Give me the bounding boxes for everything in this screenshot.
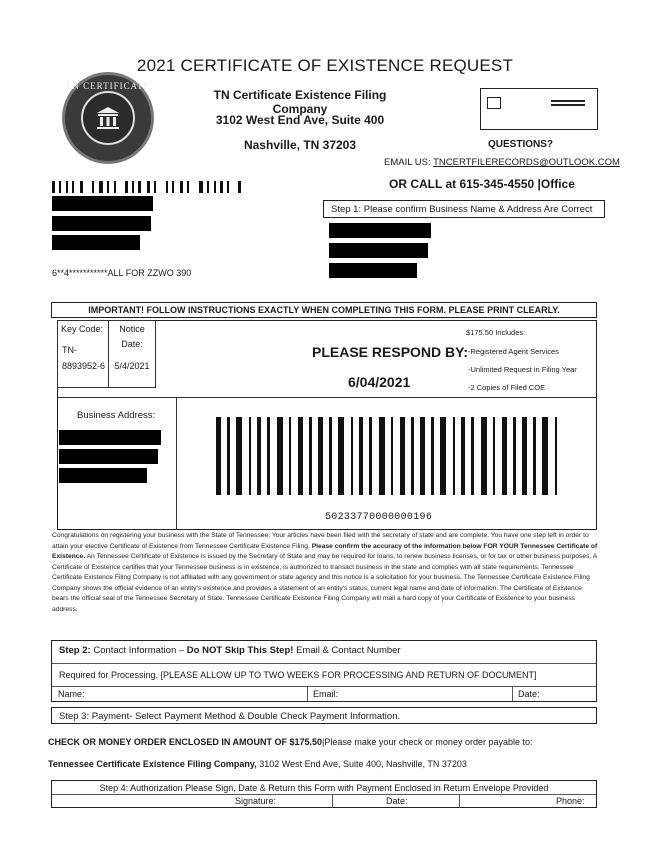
step2-title: [59, 645, 401, 656]
sig-date-label: Date:: [386, 796, 408, 806]
redaction: [59, 430, 161, 445]
questions-label: QUESTIONS?: [488, 139, 554, 150]
check-line-bold: CHECK OR MONEY ORDER ENCLOSED IN AMOUNT OF $175.50: [48, 737, 323, 747]
payee-tail: 3102 West End Ave, Suite 400, Nashville, TN 37203: [259, 759, 467, 769]
name-label: Name:: [58, 689, 85, 699]
includes-heading: $175.50 Includes:: [466, 328, 526, 337]
divider: [57, 397, 597, 398]
respond-by-label: PLEASE RESPOND BY:: [312, 344, 469, 360]
email-line: [384, 157, 620, 168]
key-code-label: Key Code:: [61, 324, 104, 334]
step1-box: [323, 200, 605, 218]
redaction: [52, 196, 153, 211]
step2-required: Required for Processing. [PLEASE ALLOW UP TO TWO WEEKS FOR PROCESSING AND RETURN OF DOCUMENT]: [59, 670, 537, 680]
check-line-tail: |Please make your check or money order payable to:: [322, 737, 533, 747]
signature-label: Signature:: [235, 796, 277, 806]
paragraph-p1-bold: Please confirm the accuracy of the information below FOR YOUR Tennessee Certificate of Existence.: [52, 542, 598, 560]
seal-text: TN CERTIFICATE: [65, 81, 151, 91]
redaction: [59, 449, 158, 464]
paragraph-p1: Congratulations on registering your business with the State of Tennessee. Your articles have been filed with the secretary of state and are complete. You have one step left in order to attain your elective Certificate of Existence from Tennessee Certificate Existence Filing.: [52, 532, 589, 550]
email-link[interactable]: TNCERTFILERECORDS@OUTLOOK.COM: [433, 157, 620, 168]
payee-line: [48, 759, 467, 769]
notice-date-cell: [108, 320, 156, 388]
step2-box: [51, 640, 597, 702]
redaction: [329, 263, 417, 278]
includes-item: -Unlimited Request in Filing Year: [468, 365, 577, 374]
redaction: [329, 243, 428, 258]
redaction: [59, 468, 147, 483]
step4-box: [51, 780, 597, 808]
key-code-value-2: 8893952-6: [62, 361, 106, 371]
redaction: [329, 223, 431, 238]
notice-date-value: 5/4/2021: [114, 361, 150, 371]
sig-phone-label: Phone:: [556, 796, 585, 806]
redaction: [52, 235, 140, 250]
key-code-value-1: TN-: [62, 345, 77, 355]
includes-item: -2 Copies of Filed COE: [468, 383, 546, 392]
step3-text: Step 3: Payment- Select Payment Method & Double Check Payment Information.: [59, 711, 401, 722]
postal-barcode: [52, 180, 242, 192]
step2-tail: Email & Contact Number: [296, 645, 401, 656]
date-field-label: Date:: [518, 689, 540, 699]
document-title: 2021 CERTIFICATE OF EXISTENCE REQUEST: [136, 56, 514, 75]
step1-text: Step 1: Please confirm Business Name & Address Are Correct: [331, 204, 593, 215]
important-banner: [51, 302, 597, 318]
notice-paragraph: [52, 531, 600, 615]
key-code-cell: [57, 320, 109, 388]
redaction: [52, 216, 151, 231]
account-line: 6**4***********ALL FOR ZZWO 390: [52, 268, 192, 278]
business-address-label: Business Address:: [77, 410, 156, 421]
notice-label-1: Notice: [119, 324, 145, 334]
notice-label-2: Date:: [121, 339, 143, 349]
divider: [176, 397, 177, 530]
company-city: Nashville, TN 37203: [243, 138, 357, 152]
tracking-barcode: [216, 417, 566, 495]
check-line: [48, 737, 533, 747]
barcode-number: 50233770000000196: [325, 512, 433, 523]
company-street: 3102 West End Ave, Suite 400: [215, 113, 385, 127]
company-name: TN Certificate Existence Filing Company: [213, 88, 387, 116]
payee-bold: Tennessee Certificate Existence Filing Company,: [48, 759, 257, 769]
paragraph-p2: An Tennessee Certificate of Existence is issued by the Secretary of State and may be required for loans, to renew business licenses, or for tax or other business purposes. A Certificate of Existence certifies that your Tennessee business is in existence, is authorized to transact business in the state and complies with all state requirements. Tennessee Certificate Existence Filing Company is not affiliated with any government or state agency and this notice is a solicitation for your business. The Tennessee Certificate Existence Filing Company shows the official evidence of an entity's existence and provides a statement of an entity's status, current legal name and date of information. The Certificate of Existence bears the official seal of the Tennessee Secretary of State. Tennessee Certificate Existence Filing Company will mail a hard copy of your Certificate of Existence to your business address.: [52, 553, 597, 613]
respond-by-date: 6/04/2021: [348, 374, 411, 390]
step2-bold: Do NOT Skip This Step!: [186, 645, 294, 656]
phone-line: OR CALL at 615-345-4550 |Office: [389, 177, 575, 191]
step2-label: Step 2:: [59, 645, 91, 656]
email-label: EMAIL US:: [384, 157, 431, 168]
step2-text: Contact Information –: [93, 645, 185, 656]
envelope-icon: [480, 88, 598, 130]
email-field-label: Email:: [313, 689, 339, 699]
step3-box: [51, 707, 597, 724]
important-text: IMPORTANT! FOLLOW INSTRUCTIONS EXACTLY WHEN COMPLETING THIS FORM. PLEASE PRINT CLEARLY.: [88, 305, 560, 315]
certificate-seal-logo: [62, 72, 154, 164]
courthouse-icon: [95, 105, 121, 131]
includes-item: -Registered Agent Services: [468, 347, 559, 356]
step4-text: Step 4: Authorization Please Sign, Date & Return this Form with Payment Enclosed in Return Envelope Provided: [99, 783, 549, 793]
